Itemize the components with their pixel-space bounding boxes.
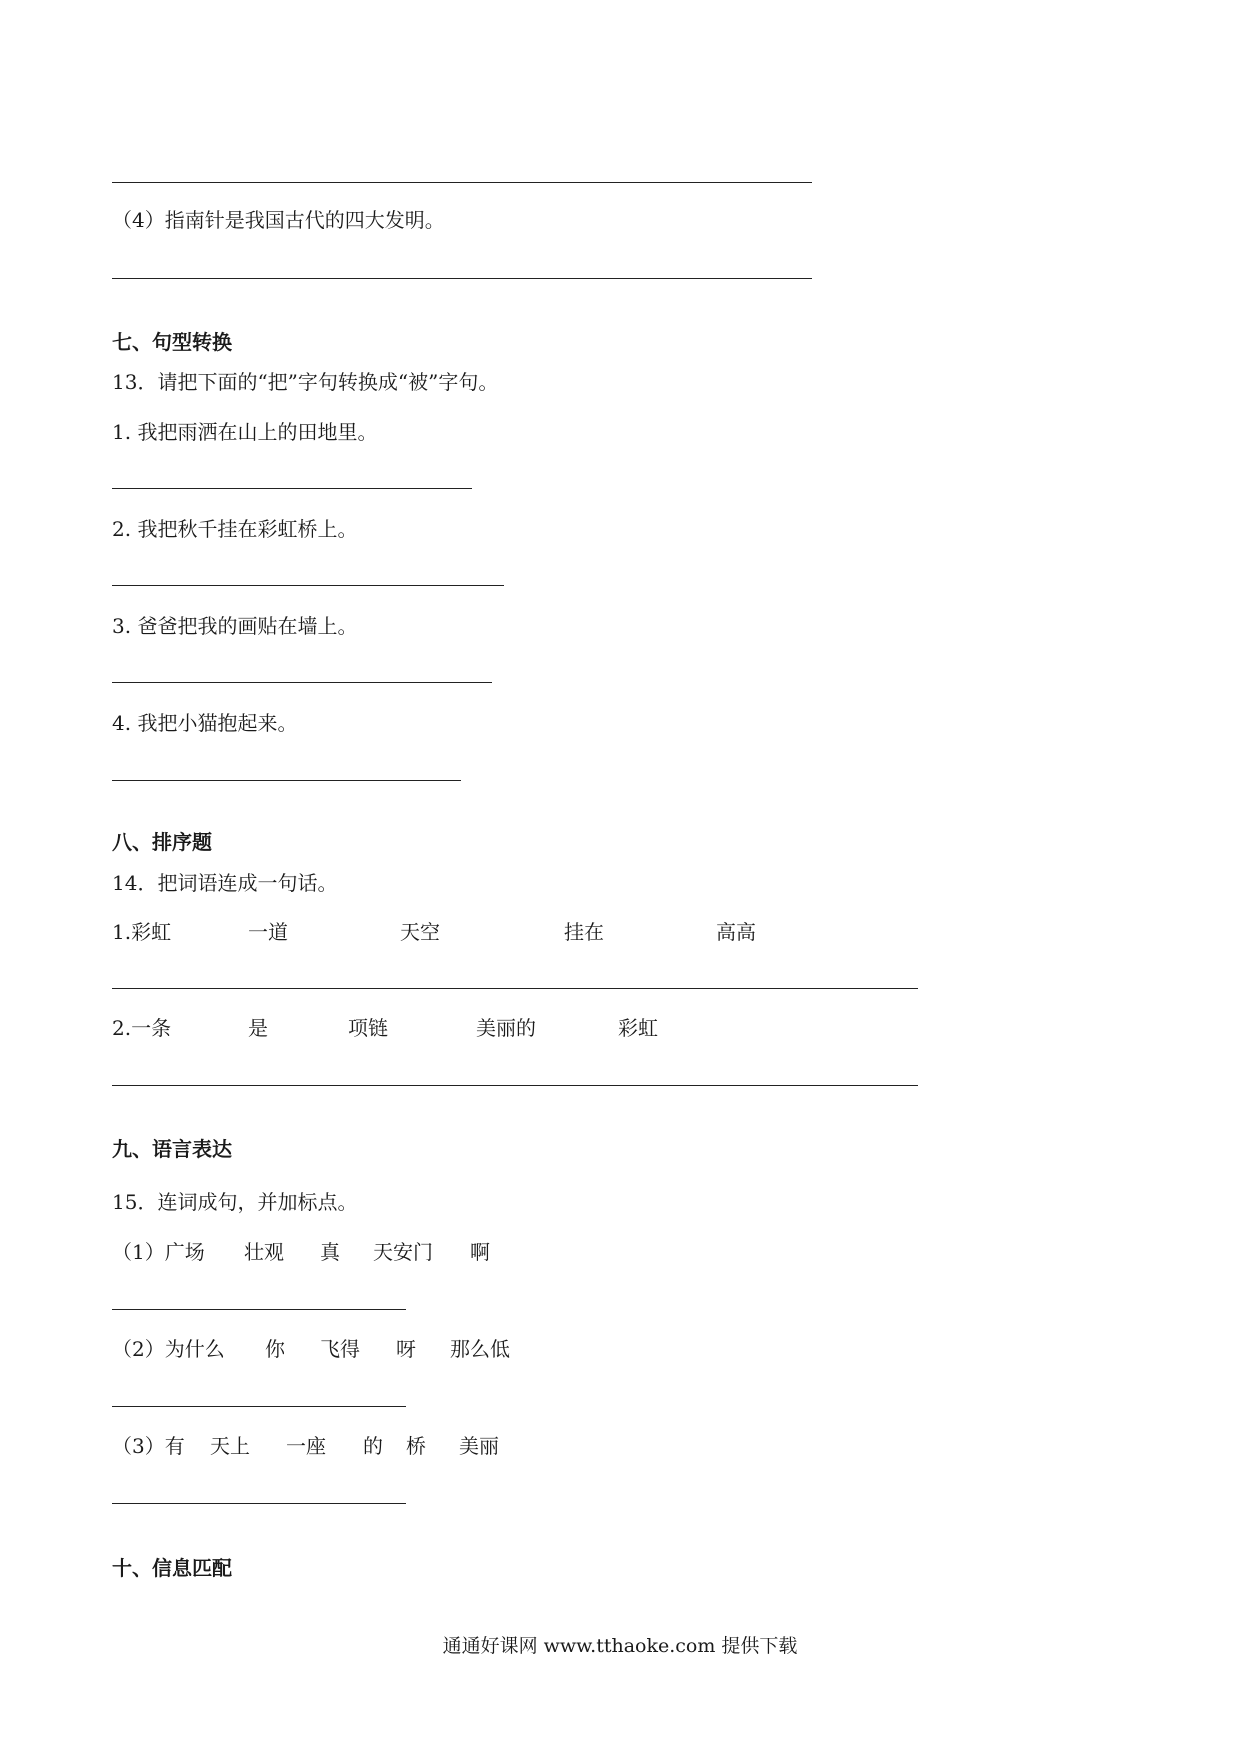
answer-line: [112, 182, 812, 183]
q15-row1-word: 壮观: [244, 1240, 284, 1264]
q13-item-1: 1. 我把雨洒在山上的田地里。: [112, 420, 378, 444]
answer-line: [112, 1085, 918, 1086]
section-heading-10: 十、信息匹配: [112, 1556, 232, 1580]
q15-row2-word: 飞得: [320, 1337, 360, 1361]
question-13: 13．请把下面的“把”字句转换成“被”字句。: [112, 370, 499, 394]
q14-row2-word: 项链: [348, 1016, 388, 1040]
section-heading-7: 七、句型转换: [112, 330, 232, 354]
q14-row2-word: 彩虹: [618, 1016, 658, 1040]
q15-row3-word: 的: [363, 1434, 383, 1458]
q13-item-2: 2. 我把秋千挂在彩虹桥上。: [112, 517, 358, 541]
q14-row1-word: 高高: [716, 920, 756, 944]
q13-item-4: 4. 我把小猫抱起来。: [112, 711, 298, 735]
q15-row1-word: 啊: [470, 1240, 490, 1264]
q15-row3-word: 美丽: [459, 1434, 499, 1458]
answer-line: [112, 278, 812, 279]
q15-row3-word: 桥: [406, 1434, 426, 1458]
q15-row1-word: 真: [320, 1240, 340, 1264]
q15-row3-word: 一座: [286, 1434, 326, 1458]
page-footer: 通通好课网 www.tthaoke.com 提供下载: [442, 1635, 798, 1657]
q15-row1-word: 天安门: [373, 1240, 433, 1264]
answer-line: [112, 488, 472, 489]
q13-item-3: 3. 爸爸把我的画贴在墙上。: [112, 614, 358, 638]
q14-row1-word: 1.彩虹: [112, 920, 172, 944]
q15-row3-word: 天上: [210, 1434, 250, 1458]
answer-line: [112, 1503, 406, 1504]
q12-item-4: （4）指南针是我国古代的四大发明。: [112, 208, 445, 232]
q15-row3-word: （3）有: [112, 1434, 185, 1458]
section-heading-8: 八、排序题: [112, 830, 212, 854]
q14-row1-word: 一道: [248, 920, 288, 944]
question-14: 14．把词语连成一句话。: [112, 871, 338, 895]
q15-row2-word: 你: [265, 1337, 285, 1361]
question-15: 15．连词成句，并加标点。: [112, 1190, 358, 1214]
q15-row2-word: 那么低: [450, 1337, 510, 1361]
answer-line: [112, 1309, 406, 1310]
q14-row1-word: 挂在: [564, 920, 604, 944]
answer-line: [112, 780, 461, 781]
q14-row1-word: 天空: [400, 920, 440, 944]
answer-line: [112, 682, 492, 683]
q15-row2-word: （2）为什么: [112, 1337, 225, 1361]
q15-row2-word: 呀: [396, 1337, 416, 1361]
q14-row2-word: 2.一条: [112, 1016, 172, 1040]
section-heading-9: 九、语言表达: [112, 1137, 232, 1161]
q14-row2-word: 是: [248, 1016, 268, 1040]
q14-row2-word: 美丽的: [476, 1016, 536, 1040]
answer-line: [112, 585, 504, 586]
answer-line: [112, 1406, 406, 1407]
answer-line: [112, 988, 918, 989]
q15-row1-word: （1）广场: [112, 1240, 205, 1264]
